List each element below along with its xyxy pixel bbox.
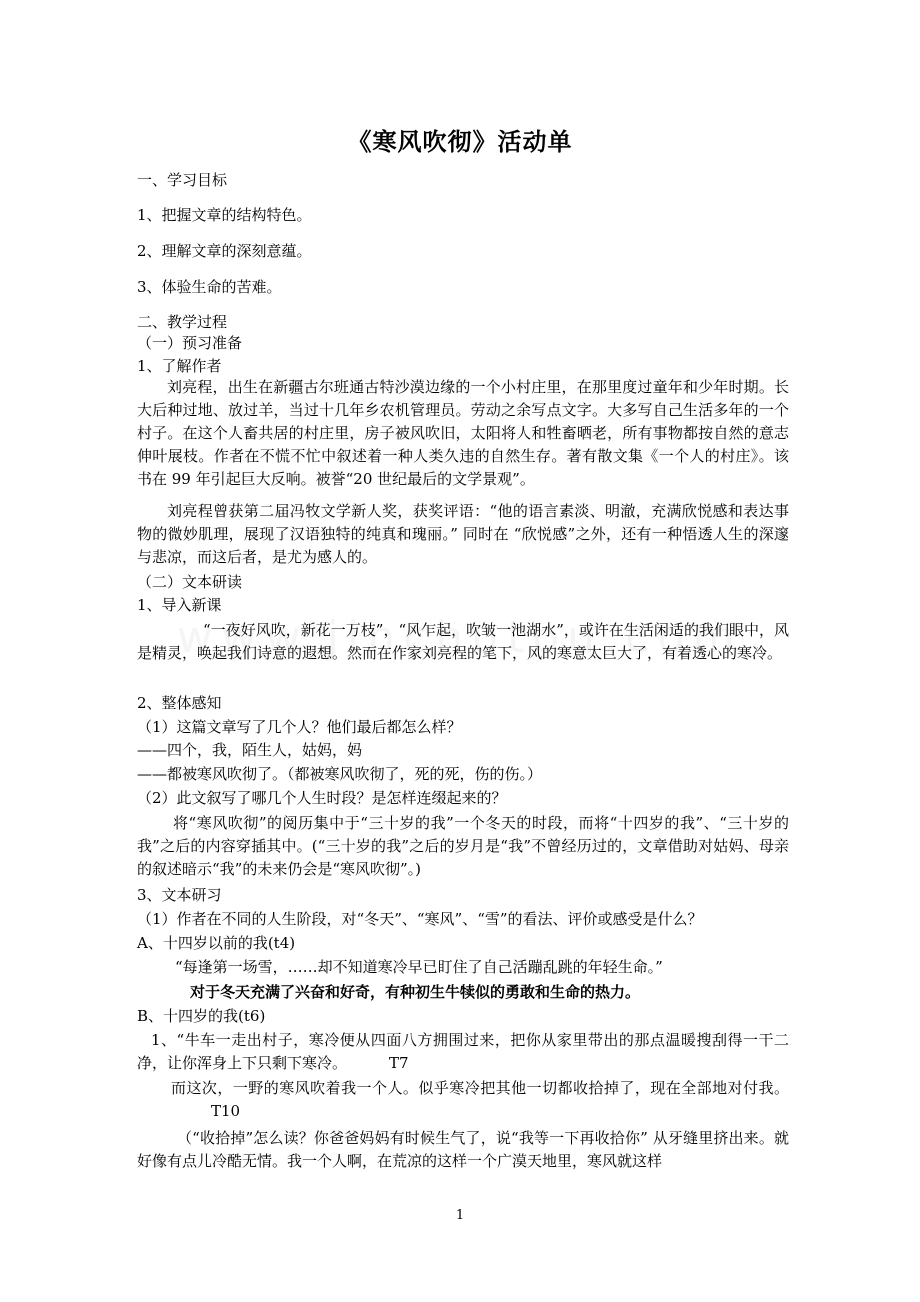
goal-item: 2、理解文章的深刻意蕴。 [137,242,312,260]
subheading-overall: 2、整体感知 [137,694,222,712]
answer-2: 将“寒风吹彻”的阅历集中于“三十岁的我”一个冬天的时段，而将“十四岁的我”、“三十岁的我”之后的内容穿插其中。(“三十岁的我”之后的岁月是“我”不曾经历过的，文章借助对姑妈、母亲的叙述暗示“我”的未来仍会是“寒风吹彻”。) [137,814,789,878]
stage-b-paragraph-3: （“收拾掉”怎么读？你爸爸妈妈有时候生气了，说“我等一下再收拾你” 从牙缝里挤出来。就好像有点儿冷酷无情。我一个人啊，在荒凉的这样一个广漠天地里，寒风就这样 [137,1129,789,1170]
subheading-intro: 1、导入新课 [137,596,222,614]
answer-1a: ——四个，我，陌生人，姑妈，妈 [137,741,363,759]
stage-a-heading: A、十四岁以前的我(t4) [137,934,296,952]
marker-t7: T7 [389,1054,409,1072]
stage-b-paragraph-2 [137,1077,789,1123]
section-heading-goals: 一、学习目标 [137,171,228,189]
page-title: 《寒风吹彻》活动单 [347,127,573,156]
stage-b-paragraph-1 [137,1029,789,1075]
intro-paragraph: “一夜好风吹，新花一万枝”，“风乍起，吹皱一池湖水”，或许在生活闲适的我们眼中，风是精灵，唤起我们诗意的遐想。然而在作家刘亮程的笔下，风的寒意太巨大了，有着透心的寒冷。 [137,621,789,662]
watermark [0,612,920,663]
stage-b-heading: B、十四岁的我(t6) [137,1007,266,1025]
goal-item: 3、体验生命的苦难。 [137,278,282,296]
subsection-preview: （一）预习准备 [137,334,243,352]
marker-t10: T10 [211,1102,241,1120]
stage-a-summary: 对于冬天充满了兴奋和好奇，有种初生牛犊似的勇敢和生命的热力。 [190,983,641,1001]
answer-1b: ——都被寒风吹彻了。（都被寒风吹彻了，死的死，伤的伤。） [137,765,543,783]
goal-item: 1、把握文章的结构特色。 [137,206,312,224]
subheading-study: 3、文本研习 [137,886,222,904]
award-paragraph: 刘亮程曾获第二届冯牧文学新人奖，获奖评语：“他的语言素淡、明澈，充满欣悦感和表达事物的微妙肌理，展现了汉语独特的纯真和瑰丽。” 同时在 “欣悦感”之外，还有一种悟透人生的深邃与悲凉，而这后者，是尤为感人的。 [137,502,789,566]
subsection-text-study: （二）文本研读 [137,573,243,591]
page-number: 1 [455,1208,465,1223]
stage-b-quote-2: 而这次，一野的寒风吹着我一个人。似乎寒冷把其他一切都收拾掉了，现在全部地对付我。 [171,1079,789,1097]
subheading-author: 1、了解作者 [137,357,222,375]
author-paragraph: 刘亮程，出生在新疆古尔班通古特沙漠边缘的一个小村庄里，在那里度过童年和少年时期。长大后种过地、放过羊，当过十几年乡农机管理员。劳动之余写点文字。大多写自己生活多年的一个村子。在这个人畜共居的村庄里，房子被风吹旧，太阳将人和牲畜晒老，所有事物都按自然的意志伸叶展枝。作者在不慌不忙中叙述着一种人类久违的自然生存。著有散文集《一个人的村庄》。该书在 99 年引起巨大反响。被誉“20 世纪最后的文学景观”。 [137,378,789,488]
stage-b-quote-1: 1、“牛车一走出村子，寒冷便从四面八方拥围过来，把你从家里带出的那点温暖搜刮得一干二净，让你浑身上下只剩下寒冷。 [137,1031,789,1072]
question-1: （1）这篇文章写了几个人？他们最后都怎么样？ [137,718,462,736]
stage-a-quote: “每逢第一场雪，……却不知道寒冷早已盯住了自己活蹦乱跳的年轻生命。” [175,958,663,976]
question-3: （1）作者在不同的人生阶段，对“冬天”、“寒风”、“雪”的看法、评价或感受是什么？ [137,910,703,928]
section-heading-process: 二、教学过程 [137,313,228,331]
question-2: （2）此文叙写了哪几个人生时段？是怎样连缀起来的？ [137,789,507,807]
